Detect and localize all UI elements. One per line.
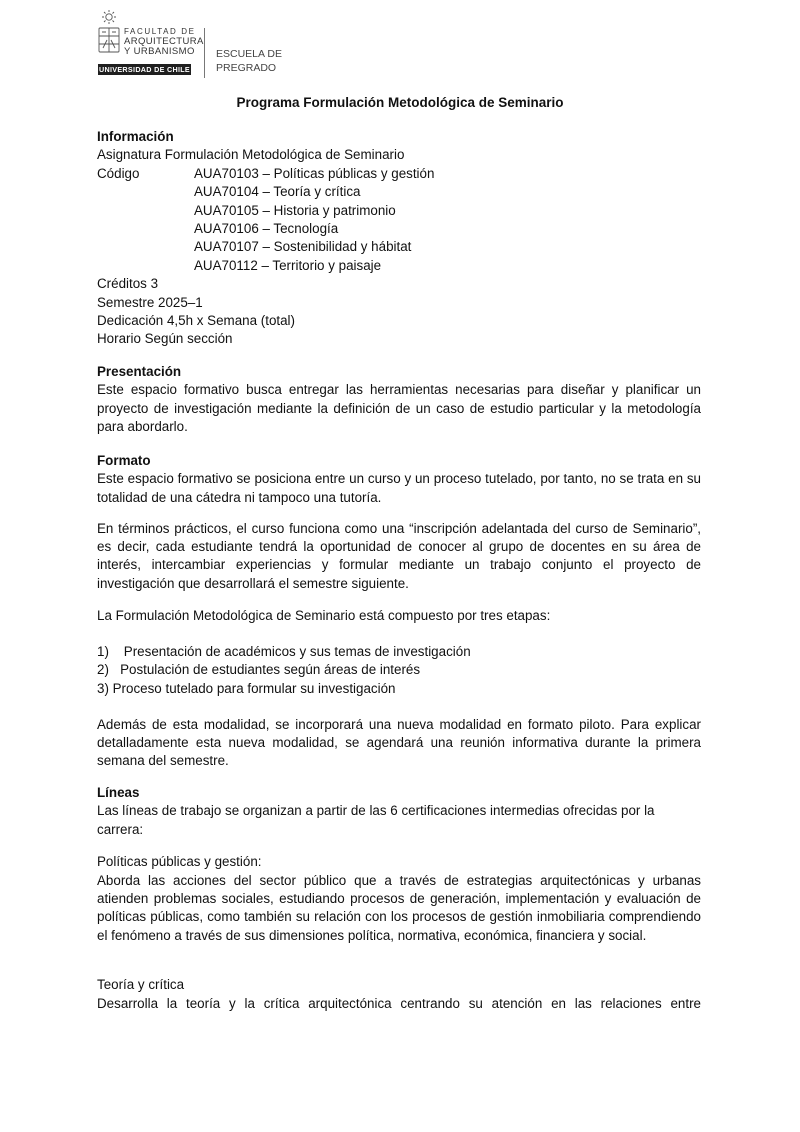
formato-paragraph-3: La Formulación Metodológica de Seminario está compuesto por tres etapas:: [97, 608, 551, 623]
section-formato: [97, 452, 701, 507]
document-title: Programa Formulación Metodológica de Seminario: [236, 95, 564, 110]
asignatura: Asignatura Formulación Metodológica de Seminario: [97, 147, 405, 163]
codigo-label: Código: [97, 165, 140, 181]
horario: Horario Según sección: [97, 331, 233, 347]
codigo-item: AUA70103 – Políticas públicas y gestión: [194, 165, 435, 181]
dedicacion: Dedicación 4,5h x Semana (total): [97, 312, 295, 328]
semestre: Semestre 2025–1: [97, 294, 203, 310]
codigo-item: AUA70107 – Sostenibilidad y hábitat: [194, 239, 412, 255]
politicas-text: Aborda las acciones del sector público que a través de estrategias arquitectónicas y urbanas atienden problemas sociales, estudiando procesos de generación, implementación y evaluación de políticas públicas, como también su relación con los procesos de gestión inmobiliaria comprendiendo el fenómeno a través de sus dimensiones política, normativa, económica, financiera y social.: [97, 873, 701, 943]
faculty-line-3: Y URBANISMO: [124, 46, 195, 58]
etapas-list: [97, 643, 701, 698]
codigo-row: [97, 257, 701, 275]
informacion-heading: Información: [97, 129, 174, 144]
lineas-intro-line-2: carrera:: [97, 821, 144, 837]
teoria-title: Teoría y crítica: [97, 977, 185, 992]
codigo-item: AUA70106 – Tecnología: [194, 220, 339, 236]
lineas-heading: Líneas: [97, 785, 140, 800]
presentacion-heading: Presentación: [97, 364, 182, 379]
creditos: Créditos 3: [97, 276, 159, 292]
formato-paragraph-2: En términos prácticos, el curso funciona como una “inscripción adelantada del curso de Seminario”, es decir, cada estudiante tendrá la oportunidad de conocer al grupo de docentes en su área de interés, intercambiar experiencias y formular mediante un trabajo conjunto el proyecto de investigación que desarrollará el semestre siguiente.: [97, 521, 701, 591]
presentacion-text: Este espacio formativo busca entregar las herramientas necesarias para diseñar y planificar un proyecto de investigación mediante la definición de un caso de estudio particular y la metodología para abordarlo.: [97, 382, 701, 434]
section-informacion: [97, 128, 701, 349]
faculty-line-2: ARQUITECTURA: [124, 36, 204, 48]
codigo-item: AUA70112 – Territorio y paisaje: [194, 257, 382, 273]
list-item: 1) Presentación de académicos y sus temas de investigación: [97, 644, 471, 659]
faculty-line-1: FACULTAD DE: [124, 27, 196, 36]
list-item: 3) Proceso tutelado para formular su investigación: [97, 680, 396, 696]
codigo-row: [97, 238, 701, 256]
school-line-1: ESCUELA DE: [216, 48, 282, 60]
school-line-2: PREGRADO: [216, 62, 277, 74]
header-divider: [204, 28, 205, 78]
codigo-item: AUA70104 – Teoría y crítica: [194, 184, 361, 200]
codigo-row: [97, 183, 701, 201]
teoria-text: Desarrolla la teoría y la crítica arquitectónica centrando su atención en las relaciones entre: [97, 996, 701, 1011]
section-presentacion: [97, 363, 701, 436]
codigo-row: [97, 220, 701, 238]
faculty-name: [124, 27, 204, 58]
list-item: 2) Postulación de estudiantes según áreas de interés: [97, 662, 421, 678]
university-crest-icon: [97, 8, 121, 60]
formato-paragraph-1: Este espacio formativo se posiciona entre un curso y un proceso tutelado, por tanto, no se trata en su totalidad de una cátedra ni tampoco una tutoría.: [97, 471, 701, 505]
formato-heading: Formato: [97, 453, 151, 468]
formato-paragraph-4: Además de esta modalidad, se incorporará una nueva modalidad en formato piloto. Para explicar detalladamente esta nueva modalidad, se agendará una reunión informativa durante la primera semana del semestre.: [97, 717, 701, 769]
codigo-item: AUA70105 – Historia y patrimonio: [194, 202, 396, 218]
codigo-row: [97, 165, 701, 183]
university-name-bar: UNIVERSIDAD DE CHILE: [98, 65, 191, 74]
school-name: [216, 47, 282, 75]
section-lineas: [97, 784, 701, 839]
lineas-intro-line-1: Las líneas de trabajo se organizan a partir de las 6 certificaciones intermedias ofrecidas por la: [97, 803, 655, 819]
politicas-title: Políticas públicas y gestión:: [97, 854, 262, 869]
codigo-row: [97, 202, 701, 220]
